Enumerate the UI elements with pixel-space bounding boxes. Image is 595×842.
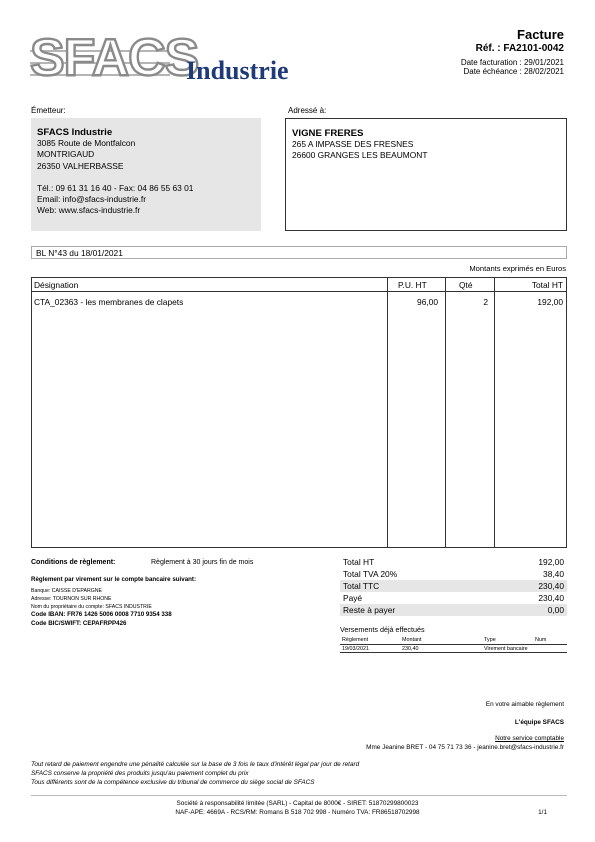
emitter-address: 3085 Route de Montfalcon [37, 138, 136, 149]
totals-block [340, 556, 567, 616]
recipient-name: VIGNE FRERES [292, 128, 364, 139]
payments-header [340, 637, 567, 645]
row-unit-price: 96,00 [417, 297, 438, 307]
company-logo [30, 30, 320, 85]
total-label: Reste à payer [343, 605, 396, 615]
emitter-web: Web: www.sfacs-industrie.fr [37, 205, 141, 216]
delivery-note: BL N°43 du 18/01/2021 [31, 246, 567, 259]
emitter-zip-city: 26350 VALHERBASSE [37, 160, 124, 171]
footer-registration: NAF-APE: 4669A - RCS/RM: Romans B 518 702 998 - Numéro TVA: FR86518702998 [175, 809, 420, 816]
emitter-name: SFACS Industrie [37, 127, 113, 138]
total-label: Total HT [343, 557, 375, 567]
total-value: 38,40 [543, 569, 564, 579]
currency-note: Montants exprimés en Euros [469, 264, 566, 273]
total-label: Total TTC [343, 581, 380, 591]
payments-header-type: Type [484, 637, 496, 643]
recipient-zip-city: 26600 GRANGES LES BEAUMONT [292, 150, 428, 161]
invoice-date: Date facturation : 29/01/2021 [460, 58, 564, 67]
total-value: 230,40 [538, 581, 564, 591]
footer-divider [31, 795, 567, 796]
total-tva-row [340, 568, 567, 580]
closing-team: L'équipe SFACS [514, 719, 564, 726]
items-table [31, 277, 567, 548]
logo-brand: SFACS [30, 29, 199, 87]
bic-swift: Code BIC/SWIFT: CEPAFRPP426 [31, 620, 127, 627]
row-designation: CTA_02363 - les membranes de clapets [34, 297, 184, 307]
invoice-reference: Réf. : FA2101-0042 [475, 43, 564, 54]
table-row [340, 645, 567, 653]
account-owner: Nom du propriétaire du compte: SFACS INDUSTRIE [31, 604, 152, 610]
payment-amount: 230,40 [402, 646, 419, 652]
iban: Code IBAN: FR76 1426 5006 0008 7710 9354 338 [31, 611, 172, 618]
payment-type: Virement bancaire [484, 646, 528, 652]
remaining-row [340, 604, 567, 616]
header-unit-price: P.U. HT [398, 280, 427, 290]
total-value: 192,00 [538, 557, 564, 567]
column-divider [445, 278, 446, 547]
due-date: Date échéance : 28/02/2021 [463, 67, 564, 76]
page-number: 1/1 [538, 809, 547, 816]
total-ht-row [340, 556, 567, 568]
footer-company-info: Société à responsabilité limitée (SARL) - Capital de 8000€ - SIRET: 51870299800023 [176, 800, 419, 807]
legal-notice [31, 760, 359, 788]
emitter-block [31, 118, 261, 231]
emitter-phone-fax: Tél.: 09 61 31 16 40 - Fax: 04 86 55 63 01 [37, 182, 194, 193]
invoice-title: Facture [517, 27, 564, 42]
payments-title: Versements déjà effectués [340, 625, 425, 634]
emitter-label: Émetteur: [31, 106, 66, 115]
conditions-label: Conditions de règlement: [31, 559, 116, 566]
column-divider [387, 278, 388, 547]
legal-line: SFACS conserve la propriété des produits jusqu'au paiement complet du prix [31, 770, 249, 778]
bank-address: Adresse: TOURNON SUR RHONE [31, 596, 112, 602]
total-value: 0,00 [547, 605, 564, 615]
column-divider [494, 278, 495, 547]
accounting-contact: Mme Jeanine BRET - 04 75 71 73 36 - jeanine.bret@sfacs-industrie.fr [366, 744, 564, 751]
emitter-city: MONTRIGAUD [37, 149, 95, 160]
header-designation: Désignation [34, 280, 79, 290]
legal-line: Tous différents sont de la compétence exclusive du tribunal de commerce du siège social de SFACS [31, 779, 315, 787]
row-qty: 2 [483, 297, 488, 307]
conditions-value: Règlement à 30 jours fin de mois [151, 559, 254, 566]
row-total: 192,00 [537, 297, 563, 307]
recipient-address: 265 A IMPASSE DES FRESNES [292, 139, 414, 150]
paid-row [340, 592, 567, 604]
payments-header-amount: Montant [402, 637, 422, 643]
emitter-email: Email: info@sfacs-industrie.fr [37, 194, 147, 205]
header-qty: Qté [459, 280, 473, 290]
recipient-block [285, 118, 567, 231]
closing-greeting: En votre aimable règlement [485, 701, 564, 708]
total-label: Total TVA 20% [343, 569, 398, 579]
payments-header-date: Règlement [342, 637, 369, 643]
transfer-title: Règlement par virement sur le compte bancaire suivant: [31, 576, 197, 583]
legal-line: Tout retard de paiement engendre une pénalité calculée sur la base de 3 fois le taux d'intérêt légal par jour de retard [31, 761, 360, 768]
payments-made [340, 625, 567, 653]
payment-date: 19/03/2021 [342, 646, 369, 652]
logo-suffix: Industrie [186, 56, 289, 85]
total-value: 230,40 [538, 593, 564, 603]
header-total: Total HT [531, 280, 563, 290]
table-header-divider [32, 291, 566, 292]
recipient-label: Adressé à: [288, 106, 327, 115]
total-label: Payé [343, 593, 363, 603]
accounting-service: Notre service comptable [495, 735, 564, 742]
payments-header-num: Num [535, 637, 547, 643]
total-ttc-row [340, 580, 567, 592]
bank-name: Banque: CAISSE D'EPARGNE [31, 588, 102, 594]
